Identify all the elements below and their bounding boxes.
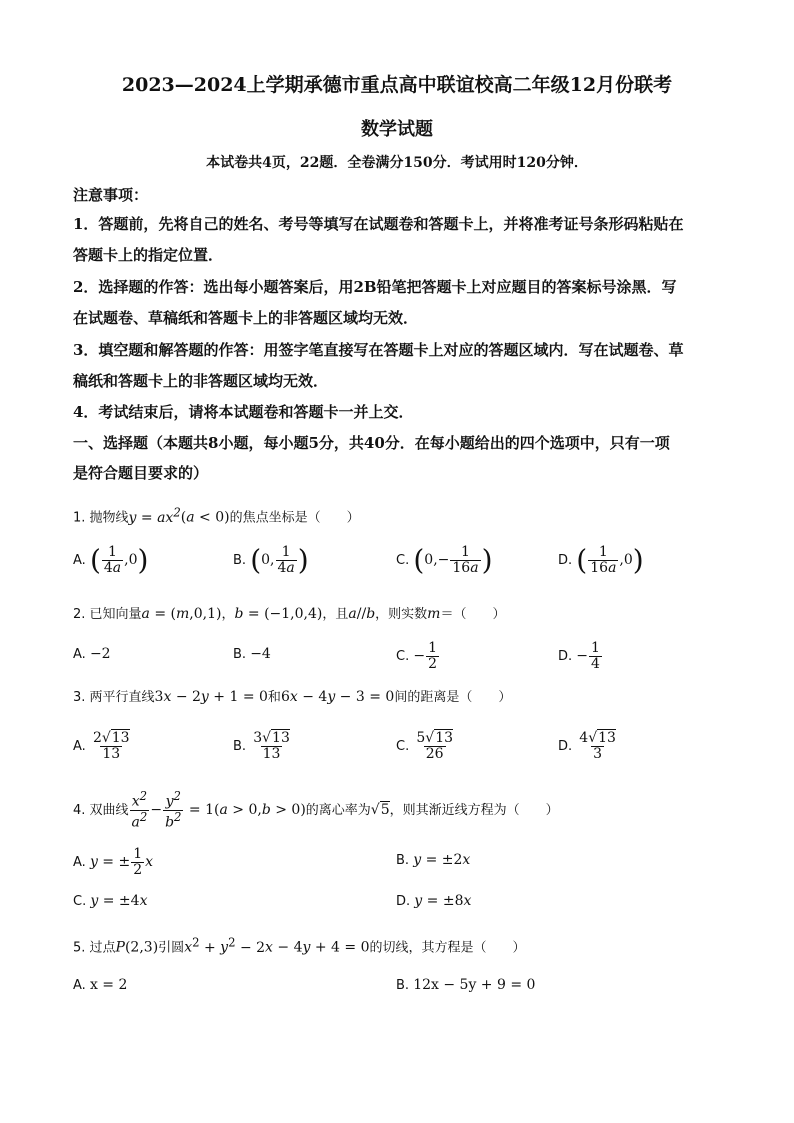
notice-line: 答题卡上的指定位置．: [73, 246, 224, 264]
q1-option-d: D. ( $\frac{1}{16a}$ ,0): [558, 543, 644, 577]
notice-line: 1．答题前，先将自己的姓名、考号等填写在试题卷和答题卡上，并将准考证号条形码粘贴在: [73, 215, 684, 233]
q2-option-b: B. −4: [233, 646, 271, 662]
question-2: 2. 已知向量a = (m,0,1)，b = (−1,0,4)，且a//b，则实数m＝（ ）: [73, 606, 506, 622]
q1-formula: $y = ax^2$: [128, 505, 181, 526]
q1-option-b: B. (0, $\frac{1}{4a}$ ): [233, 543, 309, 577]
vector-a: a: [141, 606, 150, 622]
question-3: 3. 两平行直线3x − 2y + 1 = 0和6x − 4y − 3 = 0间的距离是（ ）: [73, 689, 512, 705]
q3-option-a: A. $\frac{2√13}{13}$: [73, 729, 130, 762]
q5-option-a: A. x = 2: [73, 977, 128, 993]
exam-title: 2023—2024上学期承德市重点高中联谊校高二年级12月份联考: [121, 74, 673, 96]
exam-subtitle: 数学试题: [361, 119, 433, 140]
notice-line: 在试题卷、草稿纸和答题卡上的非答题区域均无效．: [73, 309, 419, 327]
q2-option-a: A. −2: [73, 646, 111, 662]
notice-heading: 注意事项：: [73, 186, 149, 204]
exam-info: 本试卷共4页，22题．全卷满分150分．考试用时120分钟．: [206, 155, 588, 171]
notice-line: 稿纸和答题卡上的非答题区域均无效．: [73, 372, 329, 390]
q3-option-d: D. $\frac{4√13}{3}$: [558, 729, 616, 762]
section-heading: 一、选择题（本题共8小题，每小题5分，共40分．在每小题给出的四个选项中，只有一项: [73, 434, 670, 452]
q4-option-a: A. y = ± $\frac{1}{2}$ x: [73, 845, 154, 878]
question-5: 5. 过点P(2,3)引圆$x^2 + y^2 - 2x - 4y + 4 = 0$的切线，其方程是（ ）: [73, 935, 526, 956]
q2-option-c: C. − $\frac{1}{2}$: [396, 639, 438, 672]
q4-option-d: D. y = ±8x: [396, 893, 472, 909]
notice-line: 3．填空题和解答题的作答：用签字笔直接写在答题卡上对应的答题区域内．写在试题卷、草: [73, 341, 684, 359]
q1-option-a: A. ( $\frac{1}{4a}$ ,0): [73, 543, 149, 577]
vector-b: b: [234, 606, 244, 622]
q4-option-b: B. y = ±2x: [396, 852, 471, 868]
q4-option-c: C. y = ±4x: [73, 893, 148, 909]
notice-line: 2．选择题的作答：选出每小题答案后，用2B铅笔把答题卡上对应题目的答案标号涂黑．写: [73, 278, 677, 296]
q3-option-b: B. $\frac{3√13}{13}$: [233, 729, 290, 762]
q5-option-b: B. 12x − 5y + 9 = 0: [396, 977, 536, 993]
section-heading-cont: 是符合题目要求的）: [73, 464, 209, 482]
notice-line: 4．考试结束后，请将本试题卷和答题卡一并上交．: [73, 403, 414, 421]
q1-option-c: C. (0,− $\frac{1}{16a}$ ): [396, 543, 493, 577]
q2-option-d: D. − $\frac{1}{4}$: [558, 639, 600, 672]
question-1: 1. 抛物线$y = ax^2(a < 0)$的焦点坐标是（ ）: [73, 505, 360, 526]
q3-option-c: C. $\frac{5√13}{26}$: [396, 729, 454, 762]
question-4: 4. 双曲线 $\frac{x^2}{a^2}$ − $\frac{y^2}{b^2}$ = 1(a > 0,b > 0)的离心率为√5，则其渐近线方程为（ ）: [73, 789, 559, 831]
